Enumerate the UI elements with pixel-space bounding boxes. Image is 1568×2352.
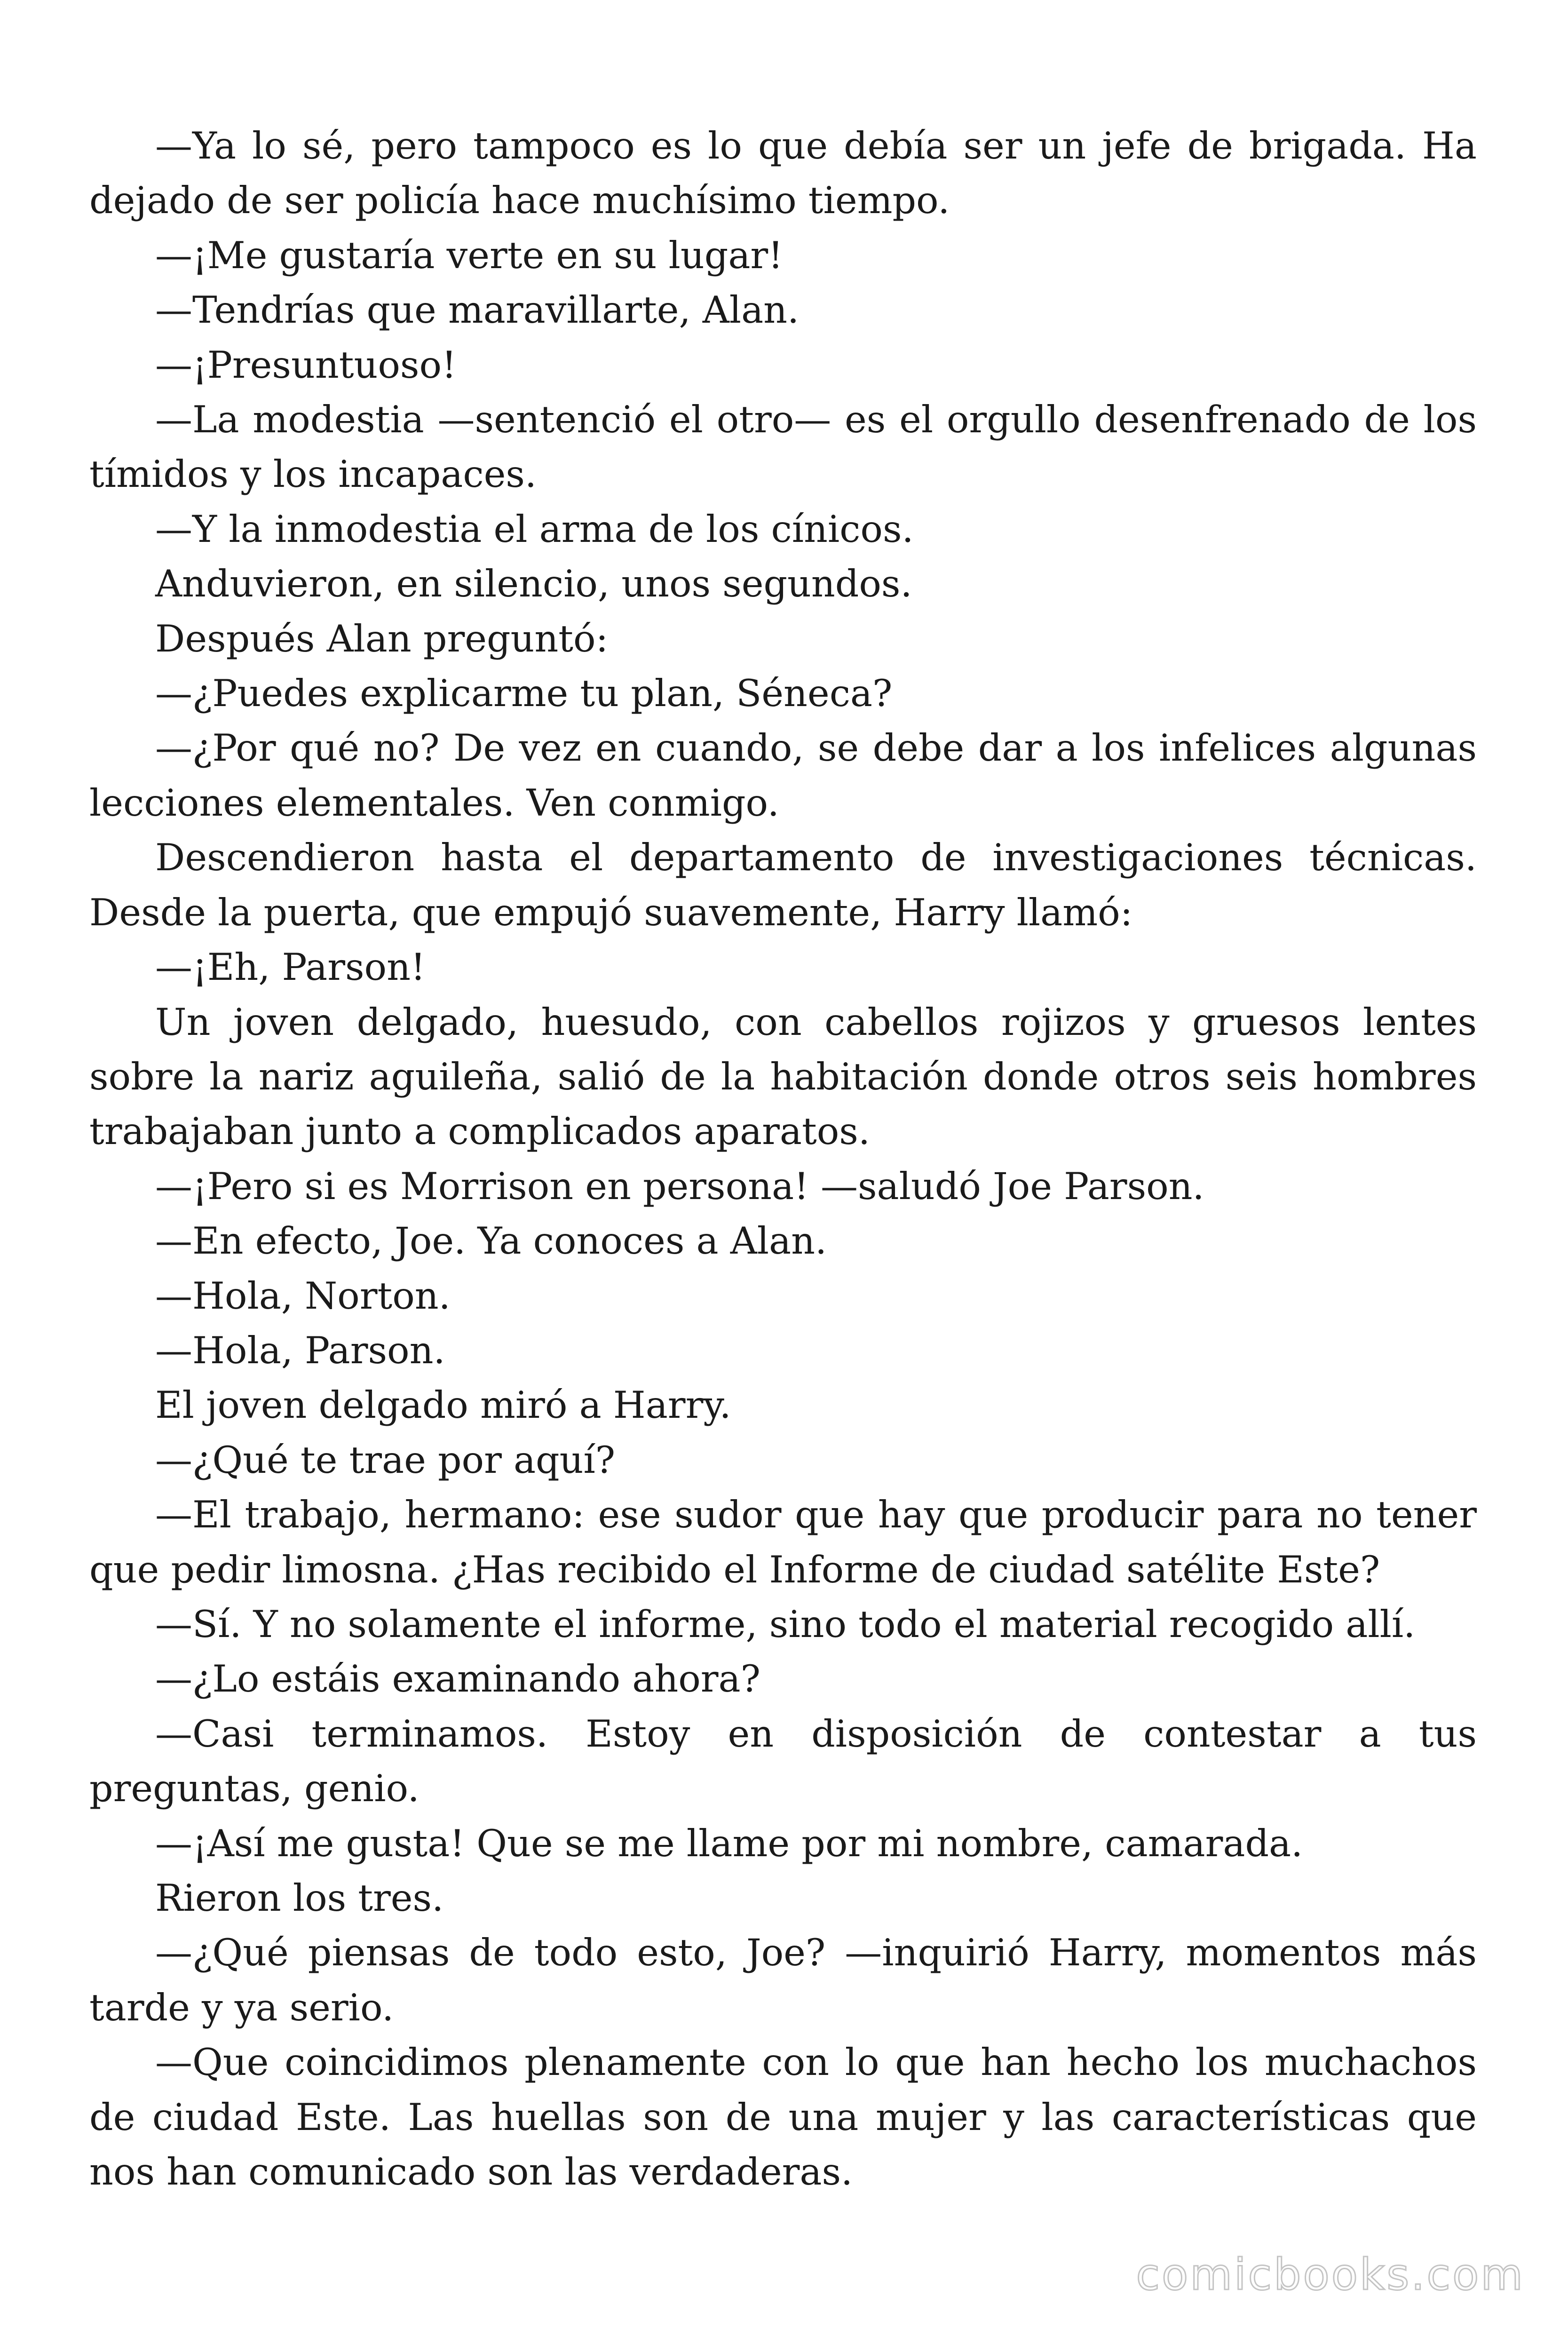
paragraph: —¿Lo estáis examinando ahora? (155, 1657, 760, 1701)
paragraph: —¡Presuntuoso! (155, 343, 457, 387)
paragraph: —¡Así me gusta! Que se me llame por mi nombre, camarada. (155, 1821, 1303, 1865)
paragraph: —¡Me gustaría verte en su lugar! (155, 233, 783, 277)
paragraph: —¡Eh, Parson! (155, 946, 426, 989)
paragraph: —Que coincidimos plenamente con lo que han hecho los muchachos de ciudad Este. Las huellas son de una mujer y las características que nos han comunicado son las verdaderas. (89, 2041, 1477, 2194)
paragraph: —¿Por qué no? De vez en cuando, se debe dar a los infelices algunas lecciones elementales. Ven conmigo. (89, 726, 1477, 825)
paragraph: —En efecto, Joe. Ya conoces a Alan. (155, 1219, 827, 1263)
paragraph: —Y la inmodestia el arma de los cínicos. (155, 507, 914, 551)
paragraph: —Hola, Norton. (155, 1274, 451, 1318)
paragraph: —Sí. Y no solamente el informe, sino todo el material recogido allí. (155, 1602, 1416, 1646)
paragraph: —¿Puedes explicarme tu plan, Séneca? (155, 672, 893, 715)
paragraph: —Ya lo sé, pero tampoco es lo que debía ser un jefe de brigada. Ha dejado de ser policía hace muchísimo tiempo. (89, 124, 1477, 222)
paragraph: —Casi terminamos. Estoy en disposición de contestar a tus preguntas, genio. (89, 1712, 1477, 1811)
paragraph: —¿Qué piensas de todo esto, Joe? —inquirió Harry, momentos más tarde y ya serio. (89, 1931, 1477, 2029)
watermark: comicbooks.com (1136, 2249, 1525, 2300)
paragraph: Un joven delgado, huesudo, con cabellos rojizos y gruesos lentes sobre la nariz aguileña, salió de la habitación donde otros seis hombres trabajaban junto a complicados aparatos. (89, 1000, 1477, 1153)
paragraph: Descendieron hasta el departamento de investigaciones técnicas. Desde la puerta, que empujó suavemente, Harry llamó: (89, 836, 1477, 934)
paragraph: —¿Qué te trae por aquí? (155, 1438, 616, 1482)
body-text (89, 119, 1477, 2199)
paragraph: —El trabajo, hermano: ese sudor que hay que producir para no tener que pedir limosna. ¿Has recibido el Informe de ciudad satélite Este? (89, 1493, 1477, 1591)
paragraph: —Hola, Parson. (155, 1328, 445, 1372)
paragraph: Anduvieron, en silencio, unos segundos. (155, 562, 912, 606)
paragraph: El joven delgado miró a Harry. (155, 1383, 731, 1427)
paragraph: —¡Pero si es Morrison en persona! —saludó Joe Parson. (155, 1164, 1204, 1208)
paragraph: —La modestia —sentenció el otro— es el orgullo desenfrenado de los tímidos y los incapaces. (89, 398, 1477, 496)
paragraph: Después Alan preguntó: (155, 617, 609, 660)
paragraph: Rieron los tres. (155, 1876, 444, 1920)
paragraph: —Tendrías que maravillarte, Alan. (155, 288, 800, 332)
